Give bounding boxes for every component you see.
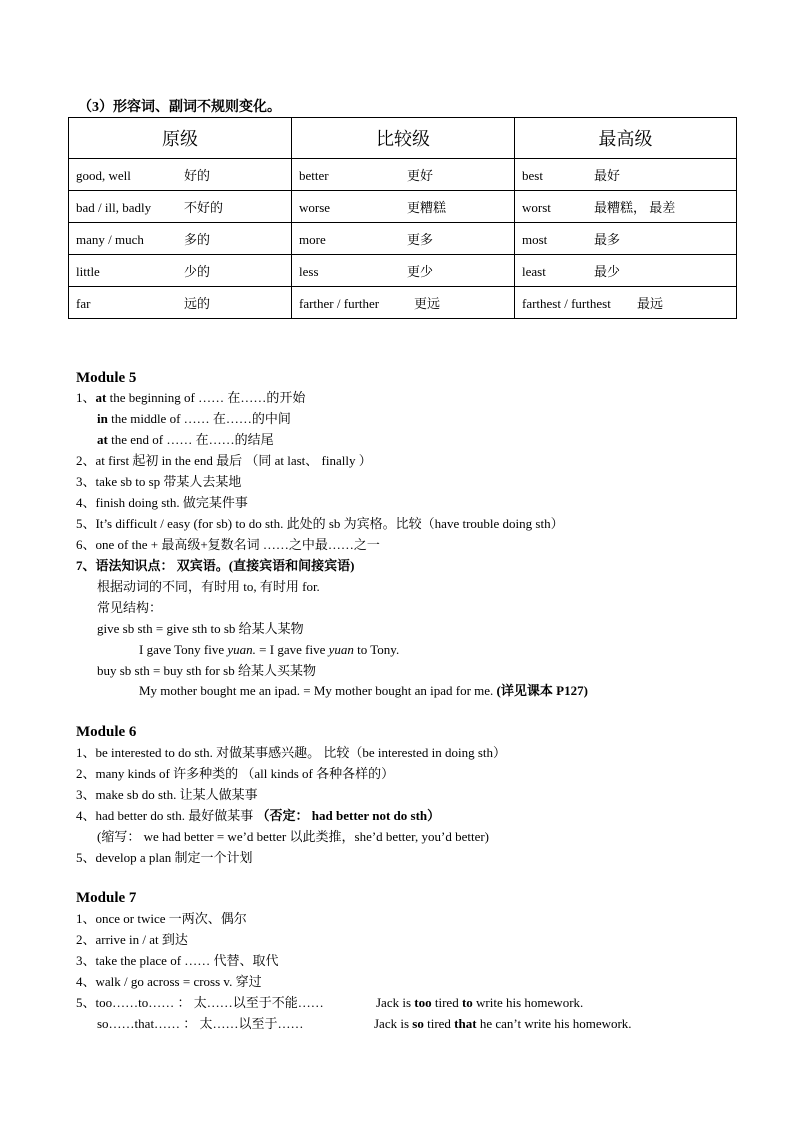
table-cell: farthest / furthest 最远: [515, 287, 737, 319]
column-header: 原级: [69, 118, 292, 159]
example-line: My mother bought me an ipad. = My mother bought an ipad for me. (详见课本 P127): [139, 683, 588, 698]
note-line: (缩写： we had better = we’d better 以此类推，she’d better, you’d better): [97, 829, 489, 844]
note-line: buy sb sth = buy sth for sb 给某人买某物: [97, 663, 316, 678]
note-line: 4、finish doing sth. 做完某件事: [76, 495, 248, 510]
note-line: 1、at the beginning of …… 在……的开始: [76, 390, 306, 405]
table-cell: best 最好: [515, 159, 737, 191]
column-header: 最高级: [515, 118, 737, 159]
table-cell: many / much 多的: [69, 223, 292, 255]
example-line: Jack is too tired to write his homework.: [376, 995, 584, 1010]
note-line: 3、take sb to sp 带某人去某地: [76, 474, 242, 489]
table-cell: least 最少: [515, 255, 737, 287]
note-line: 4、walk / go across = cross v. 穿过: [76, 974, 262, 989]
note-line: 2、arrive in / at 到达: [76, 932, 188, 947]
note-line: so……that…… ： 太……以至于……: [97, 1016, 304, 1031]
grammar-heading: 7、语法知识点： 双宾语。(直接宾语和间接宾语): [76, 558, 355, 573]
note-line: 5、develop a plan 制定一个计划: [76, 850, 253, 865]
note-line: in the middle of …… 在……的中间: [97, 411, 291, 426]
table-cell: bad / ill, badly 不好的: [69, 191, 292, 223]
section-heading: （3）形容词、副词不规则变化。: [78, 100, 281, 115]
table-row: [69, 255, 737, 287]
table-cell: less 更少: [292, 255, 515, 287]
module-6-heading: Module 6: [76, 724, 137, 740]
module-7-heading: Module 7: [76, 890, 137, 906]
table-cell: farther / further 更远: [292, 287, 515, 319]
example-line: Jack is so tired that he can’t write his homework.: [374, 1016, 632, 1031]
note-line: 1、be interested to do sth. 对做某事感兴趣。 比较（be interested in doing sth）: [76, 745, 507, 760]
note-line: 5、too……to…… ： 太……以至于不能……: [76, 995, 324, 1010]
table-cell: better 更好: [292, 159, 515, 191]
module-5-heading: Module 5: [76, 370, 137, 386]
table-cell: worst 最糟糕， 最差: [515, 191, 737, 223]
table-row: [69, 159, 737, 191]
note-line: 1、once or twice 一两次、偶尔: [76, 911, 247, 926]
note-line: give sb sth = give sth to sb 给某人某物: [97, 621, 304, 636]
note-line: 6、one of the + 最高级+复数名词 ……之中最……之一: [76, 537, 380, 552]
table-cell: most 最多: [515, 223, 737, 255]
table-cell: more 更多: [292, 223, 515, 255]
note-line: 3、make sb do sth. 让某人做某事: [76, 787, 258, 802]
irregular-comparison-table: [68, 117, 737, 319]
table-header-row: [69, 118, 737, 159]
table-cell: little 少的: [69, 255, 292, 287]
table-row: [69, 287, 737, 319]
example-line: I gave Tony five yuan. = I gave five yuan to Tony.: [139, 642, 400, 657]
column-header: 比较级: [292, 118, 515, 159]
note-line: 常见结构：: [97, 600, 163, 615]
table-cell: far 远的: [69, 287, 292, 319]
note-line: 2、at first 起初 in the end 最后 （同 at last、 finally ）: [76, 453, 372, 468]
note-line: 3、take the place of …… 代替、取代: [76, 953, 279, 968]
note-line: 根据动词的不同，有时用 to, 有时用 for.: [97, 579, 320, 594]
table-row: [69, 223, 737, 255]
table-row: [69, 191, 737, 223]
table-cell: good, well 好的: [69, 159, 292, 191]
note-line: 2、many kinds of 许多种类的 （all kinds of 各种各样的）: [76, 766, 395, 781]
note-line: at the end of …… 在……的结尾: [97, 432, 274, 447]
table-cell: worse 更糟糕: [292, 191, 515, 223]
note-line: 5、It’s difficult / easy (for sb) to do sth. 此处的 sb 为宾格。比较（have trouble doing sth）: [76, 516, 564, 531]
note-line: 4、had better do sth. 最好做某事 （否定： had better not do sth）: [76, 808, 441, 823]
